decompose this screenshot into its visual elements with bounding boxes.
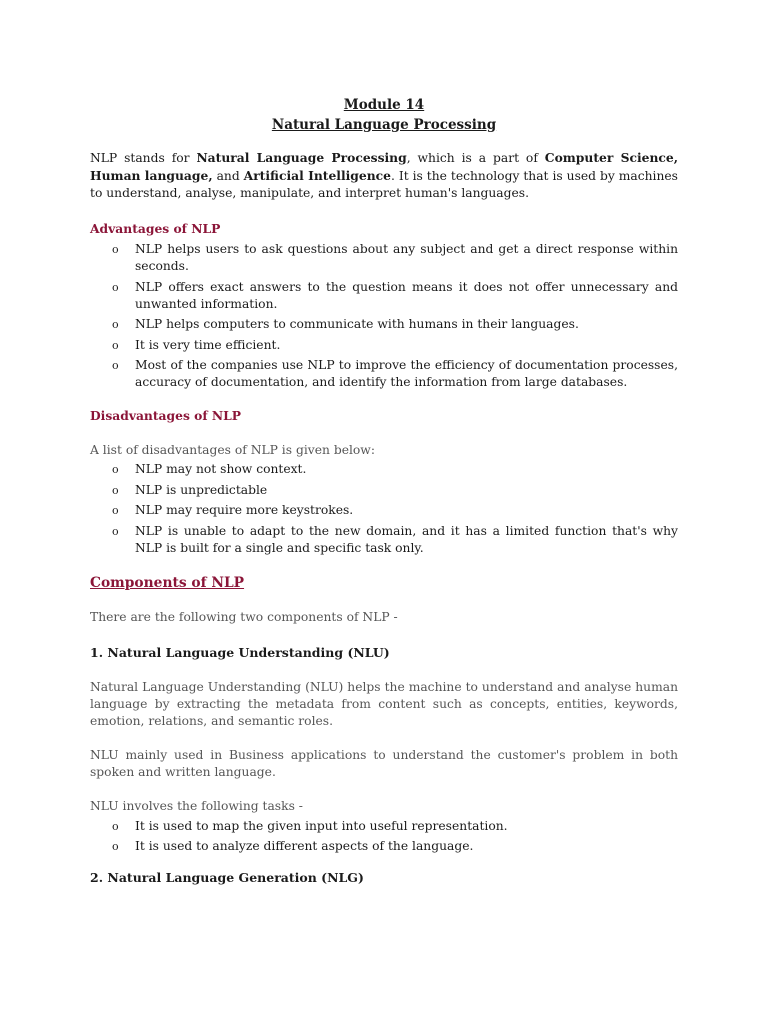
page-title: Natural Language Processing bbox=[271, 117, 497, 133]
list-item-text: Most of the companies use NLP to improve the efficiency of documentation processes, accuracy of documentation, and identify the information from large databases. bbox=[135, 358, 678, 389]
list-item-text: NLP helps users to ask questions about any subject and get a direct response within seconds. bbox=[135, 242, 678, 273]
list-item-text: NLP helps computers to communicate with humans in their languages. bbox=[135, 317, 579, 331]
list-item bbox=[90, 838, 678, 855]
list-item-text: It is very time efficient. bbox=[135, 337, 281, 352]
bullet-icon: o bbox=[112, 463, 119, 476]
list-item bbox=[90, 357, 678, 391]
intro-text-2: , which is a part of bbox=[406, 151, 545, 165]
bullet-icon: o bbox=[112, 280, 119, 294]
list-item bbox=[90, 241, 678, 275]
list-item-text: NLP may not show context. bbox=[135, 462, 307, 476]
bullet-icon: o bbox=[112, 840, 119, 853]
disadvantages-heading: Disadvantages of NLP bbox=[90, 408, 242, 423]
bullet-icon: o bbox=[112, 524, 119, 538]
components-intro: There are the following two components of NLP - bbox=[90, 609, 398, 624]
bullet-icon: o bbox=[112, 243, 119, 256]
intro-text-4: . It is the technology that is used by machines to understand, analyse, manipulate, and interpret human's languages. bbox=[90, 169, 678, 200]
list-item bbox=[90, 316, 678, 333]
nlu-heading: 1. Natural Language Understanding (NLU) bbox=[90, 644, 390, 660]
list-item bbox=[90, 502, 678, 519]
list-item bbox=[90, 279, 678, 313]
bullet-icon: o bbox=[112, 504, 119, 517]
bullet-icon: o bbox=[112, 819, 119, 833]
module-number: Module 14 bbox=[343, 97, 425, 113]
advantages-list bbox=[90, 241, 678, 391]
intro-text-1: NLP stands for bbox=[90, 151, 197, 165]
list-item bbox=[90, 461, 678, 478]
nlu-tasks-list bbox=[90, 818, 678, 856]
intro-bold-3: Artificial Intelligence bbox=[243, 168, 391, 183]
list-item-text: NLP is unable to adapt to the new domain, and it has a limited function that's why NLP is built for a single and specific task only. bbox=[135, 523, 678, 555]
list-item-text: It is used to analyze different aspects of the language. bbox=[135, 839, 474, 853]
list-item-text: NLP offers exact answers to the question means it does not offer unnecessary and unwanted information. bbox=[135, 279, 678, 311]
nlu-paragraph-2: NLU mainly used in Business applications to understand the customer's problem in both spoken and written language. bbox=[90, 747, 678, 779]
list-item bbox=[90, 337, 678, 354]
bullet-icon: o bbox=[112, 483, 119, 497]
nlu-paragraph-1: Natural Language Understanding (NLU) helps the machine to understand and analyse human language by extracting the metadata from content such as concepts, entities, keywords, emotion, relations, and semantic roles. bbox=[90, 679, 678, 728]
list-item-text: NLP may require more keystrokes. bbox=[135, 503, 354, 517]
list-item bbox=[90, 482, 678, 499]
advantages-heading: Advantages of NLP bbox=[90, 221, 221, 236]
intro-bold-1: Natural Language Processing bbox=[196, 150, 407, 165]
list-item-text: NLP is unpredictable bbox=[135, 482, 268, 497]
bullet-icon: o bbox=[112, 318, 119, 331]
list-item bbox=[90, 818, 678, 835]
list-item bbox=[90, 523, 678, 557]
list-item-text: It is used to map the given input into useful representation. bbox=[135, 818, 508, 833]
components-heading: Components of NLP bbox=[90, 574, 245, 591]
intro-paragraph bbox=[90, 149, 678, 202]
bullet-icon: o bbox=[112, 338, 119, 352]
nlu-tasks-intro: NLU involves the following tasks - bbox=[90, 798, 303, 813]
disadvantages-list bbox=[90, 461, 678, 557]
nlg-heading: 2. Natural Language Generation (NLG) bbox=[90, 870, 364, 885]
bullet-icon: o bbox=[112, 359, 119, 372]
intro-text-3: and bbox=[212, 169, 244, 183]
disadvantages-intro: A list of disadvantages of NLP is given below: bbox=[90, 443, 375, 457]
intro-bold-2: Computer Science, Human language, bbox=[90, 150, 678, 183]
